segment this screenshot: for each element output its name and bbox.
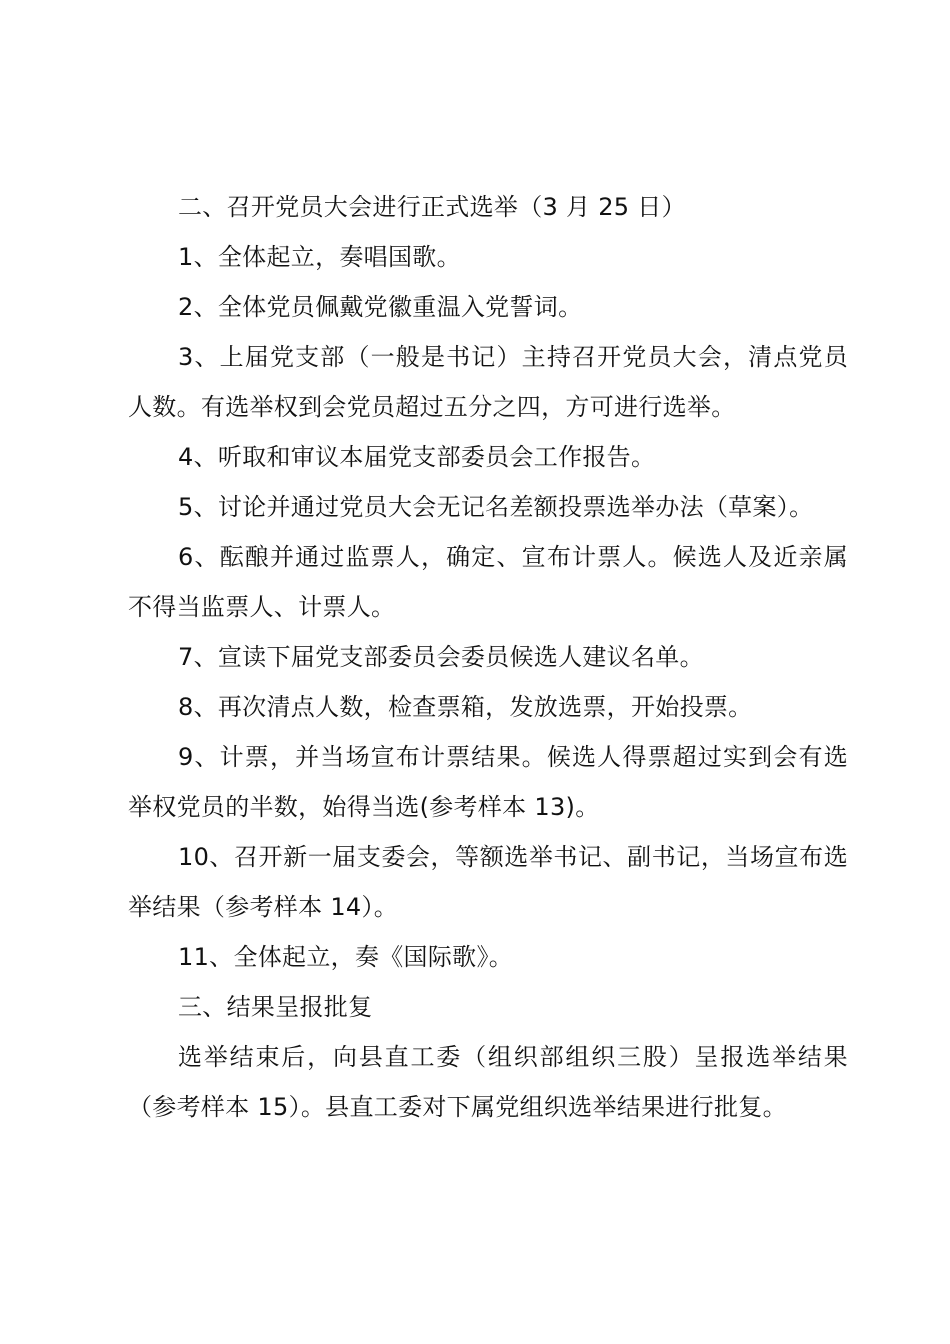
step-5-paragraph: 5、讨论并通过党员大会无记名差额投票选举办法（草案）。 (178, 493, 814, 521)
document-body (128, 182, 848, 1132)
step-3-paragraph: 3、上届党支部（一般是书记）主持召开党员大会，清点党员人数。有选举权到会党员超过五分之四，方可进行选举。 (128, 343, 848, 421)
results-paragraph: 选举结束后，向县直工委（组织部组织三股）呈报选举结果（参考样本 15）。县直工委对下属党组织选举结果进行批复。 (128, 1043, 848, 1121)
section-heading-election: 二、召开党员大会进行正式选举（3 月 25 日） (178, 193, 686, 221)
step-8-paragraph: 8、再次清点人数，检查票箱，发放选票，开始投票。 (178, 693, 753, 721)
step-10-paragraph: 10、召开新一届支委会，等额选举书记、副书记，当场宣布选举结果（参考样本 14）。 (128, 843, 848, 921)
step-4-paragraph: 4、听取和审议本届党支部委员会工作报告。 (178, 443, 656, 471)
step-1-paragraph: 1、全体起立，奏唱国歌。 (178, 243, 461, 271)
step-2-paragraph: 2、全体党员佩戴党徽重温入党誓词。 (178, 293, 583, 321)
step-11-paragraph: 11、全体起立，奏《国际歌》。 (178, 943, 514, 971)
step-9-paragraph: 9、计票，并当场宣布计票结果。候选人得票超过实到会有选举权党员的半数，始得当选(参考样本 13)。 (128, 743, 848, 821)
step-6-paragraph: 6、酝酿并通过监票人，确定、宣布计票人。候选人及近亲属不得当监票人、计票人。 (128, 543, 848, 621)
step-7-paragraph: 7、宣读下届党支部委员会委员候选人建议名单。 (178, 643, 704, 671)
section-heading-results: 三、结果呈报批复 (178, 993, 373, 1021)
